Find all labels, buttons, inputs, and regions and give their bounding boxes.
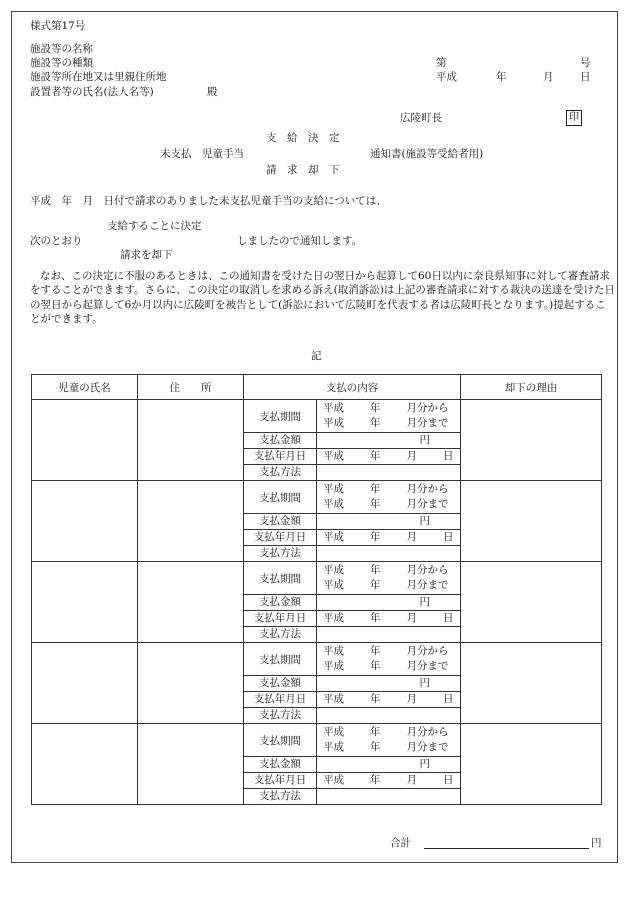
table-row [32, 643, 602, 676]
pay-date-month: 月 [406, 774, 417, 786]
pay-date-era: 平成 [323, 612, 344, 624]
amount-value[interactable] [317, 757, 461, 773]
period-to-era: 平成 [323, 579, 344, 591]
period-value[interactable] [317, 481, 461, 514]
method-label: 支払方法 [244, 627, 317, 643]
address-cell[interactable] [138, 724, 244, 805]
period-from-era: 平成 [323, 402, 344, 414]
pay-date-era: 平成 [323, 531, 344, 543]
period-from-tail: 月分から [406, 726, 449, 738]
period-to-year: 年 [370, 741, 381, 753]
rejection-reason-cell[interactable] [461, 562, 602, 643]
period-label: 支払期間 [244, 724, 317, 757]
period-from-tail: 月分から [406, 483, 449, 495]
date-value[interactable] [317, 530, 461, 546]
pay-date-day: 日 [443, 450, 454, 462]
period-value[interactable] [317, 562, 461, 595]
amount-value[interactable] [317, 676, 461, 692]
period-value[interactable] [317, 643, 461, 676]
period-from-era: 平成 [323, 645, 344, 657]
doc-number-suffix: 号 [580, 57, 591, 69]
method-value[interactable] [317, 789, 461, 805]
issuer-title: 広陵町長 [400, 112, 442, 124]
period-from-era: 平成 [323, 564, 344, 576]
pay-date-day: 日 [443, 774, 454, 786]
pay-date-year: 年 [370, 612, 381, 624]
child-name-cell[interactable] [32, 481, 138, 562]
period-to-era: 平成 [323, 417, 344, 429]
date-year: 年 [496, 71, 507, 83]
child-name-cell[interactable] [32, 562, 138, 643]
child-name-cell[interactable] [32, 724, 138, 805]
seal-mark: 印 [566, 110, 582, 126]
pay-date-day: 日 [443, 531, 454, 543]
date-label: 支払年月日 [244, 530, 317, 546]
amount-label: 支払金額 [244, 514, 317, 530]
date-era: 平成 [436, 71, 457, 83]
method-label: 支払方法 [244, 465, 317, 481]
pay-date-day: 日 [443, 612, 454, 624]
amount-unit: 円 [419, 596, 430, 608]
period-from-year: 年 [370, 483, 381, 495]
title-left: 未支払 児童手当 [160, 148, 244, 160]
child-name-cell[interactable] [32, 643, 138, 724]
period-from-tail: 月分から [406, 564, 449, 576]
date-value[interactable] [317, 611, 461, 627]
header-rejection-reason: 却下の理由 [461, 375, 602, 400]
form-number: 様式第17号 [30, 20, 86, 32]
period-label: 支払期間 [244, 481, 317, 514]
pay-date-era: 平成 [323, 450, 344, 462]
period-from-tail: 月分から [406, 402, 449, 414]
period-to-year: 年 [370, 498, 381, 510]
header-child-name: 児童の氏名 [32, 375, 138, 400]
table-row [32, 724, 602, 757]
amount-value[interactable] [317, 433, 461, 449]
body-prefix: 次のとおり [30, 235, 83, 247]
facility-type-label: 施設等の種類 [30, 57, 93, 69]
pay-date-year: 年 [370, 450, 381, 462]
facility-name-label: 施設等の名称 [30, 43, 93, 55]
amount-value[interactable] [317, 595, 461, 611]
table-row [32, 400, 602, 433]
table-row [32, 562, 602, 595]
method-label: 支払方法 [244, 789, 317, 805]
rejection-reason-cell[interactable] [461, 400, 602, 481]
period-to-tail: 月分まで [406, 579, 449, 591]
period-to-tail: 月分まで [406, 417, 449, 429]
date-label: 支払年月日 [244, 773, 317, 789]
date-label: 支払年月日 [244, 692, 317, 708]
amount-unit: 円 [419, 515, 430, 527]
pay-date-year: 年 [370, 774, 381, 786]
pay-date-era: 平成 [323, 693, 344, 705]
total-label: 合計 [390, 837, 411, 849]
date-value[interactable] [317, 449, 461, 465]
installer-name-label: 設置者等の氏名(法人名等) [30, 86, 154, 98]
period-to-year: 年 [370, 417, 381, 429]
date-day: 日 [580, 71, 591, 83]
period-value[interactable] [317, 400, 461, 433]
period-to-era: 平成 [323, 498, 344, 510]
pay-date-year: 年 [370, 693, 381, 705]
pay-date-month: 月 [406, 531, 417, 543]
amount-label: 支払金額 [244, 757, 317, 773]
rejection-reason-cell[interactable] [461, 643, 602, 724]
amount-unit: 円 [419, 677, 430, 689]
pay-date-month: 月 [406, 612, 417, 624]
honorific: 殿 [207, 86, 218, 98]
table-row [32, 481, 602, 514]
period-to-era: 平成 [323, 660, 344, 672]
amount-unit: 円 [419, 434, 430, 446]
method-value[interactable] [317, 708, 461, 724]
period-from-year: 年 [370, 645, 381, 657]
method-value[interactable] [317, 465, 461, 481]
period-from-era: 平成 [323, 483, 344, 495]
address-cell[interactable] [138, 562, 244, 643]
method-value[interactable] [317, 627, 461, 643]
period-label: 支払期間 [244, 643, 317, 676]
method-label: 支払方法 [244, 546, 317, 562]
date-month: 月 [543, 71, 554, 83]
title-right: 通知書(施設等受給者用) [370, 148, 484, 160]
ki-heading: 記 [311, 350, 322, 362]
rejection-reason-cell[interactable] [461, 481, 602, 562]
pay-date-month: 月 [406, 693, 417, 705]
period-from-year: 年 [370, 726, 381, 738]
period-value[interactable] [317, 724, 461, 757]
amount-label: 支払金額 [244, 676, 317, 692]
period-to-year: 年 [370, 579, 381, 591]
payment-table [31, 374, 602, 805]
period-from-tail: 月分から [406, 645, 449, 657]
address-cell[interactable] [138, 643, 244, 724]
date-value[interactable] [317, 692, 461, 708]
total-amount-line [424, 848, 589, 849]
period-to-era: 平成 [323, 741, 344, 753]
pay-date-month: 月 [406, 450, 417, 462]
total-unit: 円 [591, 837, 602, 849]
pay-date-year: 年 [370, 531, 381, 543]
period-to-tail: 月分まで [406, 741, 449, 753]
amount-unit: 円 [419, 758, 430, 770]
rejection-reason-cell[interactable] [461, 724, 602, 805]
header-address: 住 所 [138, 375, 244, 400]
body-line1: 平成 年 月 日付で請求のありました未支払児童手当の支給については、 [30, 195, 387, 207]
date-label: 支払年月日 [244, 449, 317, 465]
period-to-year: 年 [370, 660, 381, 672]
doc-number-prefix: 第 [436, 57, 447, 69]
date-value[interactable] [317, 773, 461, 789]
method-value[interactable] [317, 546, 461, 562]
address-cell[interactable] [138, 400, 244, 481]
date-label: 支払年月日 [244, 611, 317, 627]
period-from-era: 平成 [323, 726, 344, 738]
title-option-bottom: 請 求 却 下 [266, 164, 340, 176]
title-option-top: 支 給 決 定 [266, 132, 340, 144]
child-name-cell[interactable] [32, 400, 138, 481]
amount-value[interactable] [317, 514, 461, 530]
body-option-top: 支給することに決定 [107, 220, 202, 232]
period-to-tail: 月分まで [406, 660, 449, 672]
period-from-year: 年 [370, 564, 381, 576]
period-label: 支払期間 [244, 400, 317, 433]
pay-date-era: 平成 [323, 774, 344, 786]
period-to-tail: 月分まで [406, 498, 449, 510]
period-from-year: 年 [370, 402, 381, 414]
appeal-notice: なお、この決定に不服のあるときは、この通知書を受けた日の翌日から起算して60日以内に奈良県知事に対して審査請求をすることができます。さらに、この決定の取消しを求める訴え(取消訴訟)は上記の審査請求に対する裁決の送達を受けた日の翌日から起算して6か月以内に広陵町を被告として(訴訟において広陵町を代表する者は広陵町長となります。)提起することができます。 [30, 270, 615, 326]
address-cell[interactable] [138, 481, 244, 562]
amount-label: 支払金額 [244, 433, 317, 449]
method-label: 支払方法 [244, 708, 317, 724]
amount-label: 支払金額 [244, 595, 317, 611]
body-suffix: しましたので通知します。 [237, 235, 363, 247]
facility-address-label: 施設等所在地又は里親住所地 [30, 71, 167, 83]
body-option-bottom: 請求を却下 [120, 249, 173, 261]
header-payment-details: 支払の内容 [244, 375, 461, 400]
period-label: 支払期間 [244, 562, 317, 595]
pay-date-day: 日 [443, 693, 454, 705]
